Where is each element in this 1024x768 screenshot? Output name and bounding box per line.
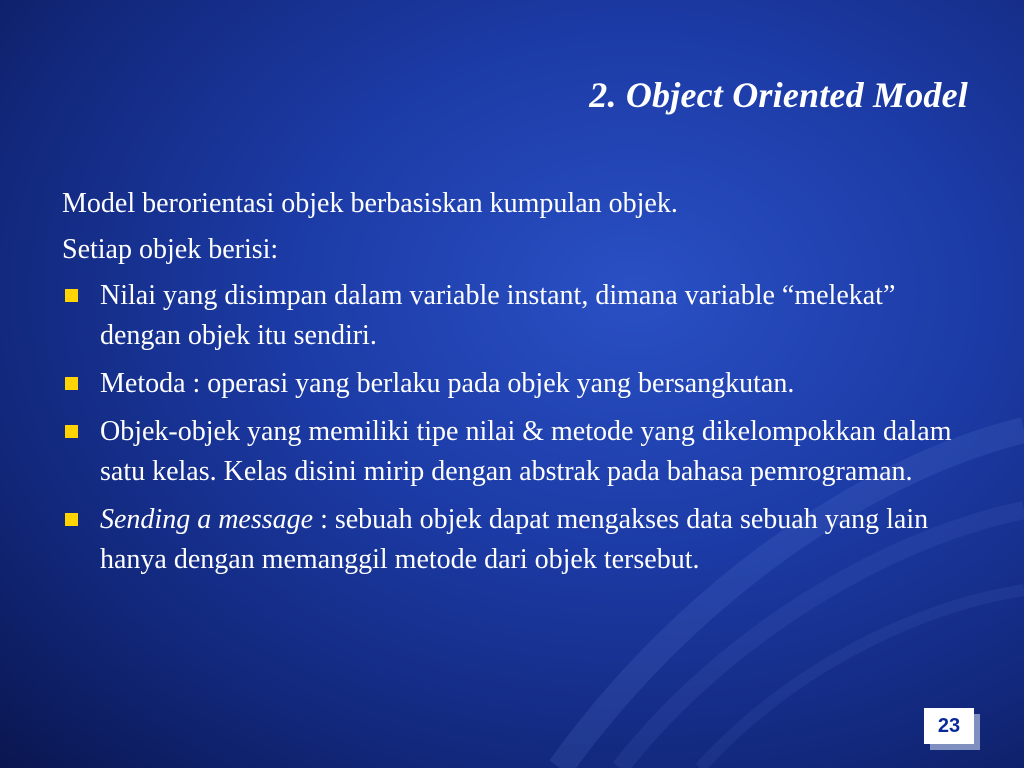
- slide-body: [62, 184, 962, 588]
- page-number-box: [924, 708, 974, 744]
- intro-text: Model berorientasi objek berbasiskan kumpulan objek.: [62, 188, 678, 219]
- square-bullet-icon: [65, 425, 78, 438]
- square-bullet-icon: [65, 289, 78, 302]
- square-bullet-icon: [65, 513, 78, 526]
- bullet-text: Nilai yang disimpan dalam variable instant, dimana variable “melekat” dengan objek itu sendiri.: [100, 280, 896, 351]
- subheading-text: Setiap objek berisi:: [62, 234, 279, 265]
- bullet-text: Objek-objek yang memiliki tipe nilai & metode yang dikelompokkan dalam satu kelas. Kelas disini mirip dengan abstrak pada bahasa pemrograman.: [100, 416, 952, 487]
- bullet-item: [62, 500, 962, 580]
- bullet-text: Metoda : operasi yang berlaku pada objek yang bersangkutan.: [100, 368, 795, 399]
- square-bullet-icon: [65, 377, 78, 390]
- bullet-item: [62, 412, 962, 492]
- bullet-item: [62, 364, 962, 404]
- bullet-text: : sebuah objek dapat mengakses data sebuah yang lain hanya dengan memanggil metode dari objek tersebut.: [100, 504, 929, 575]
- bullet-item: [62, 276, 962, 356]
- slide-title: 2. Object Oriented Model: [589, 75, 968, 115]
- bullet-emphasis-text: Sending a message: [100, 504, 314, 535]
- page-number: 23: [937, 715, 961, 737]
